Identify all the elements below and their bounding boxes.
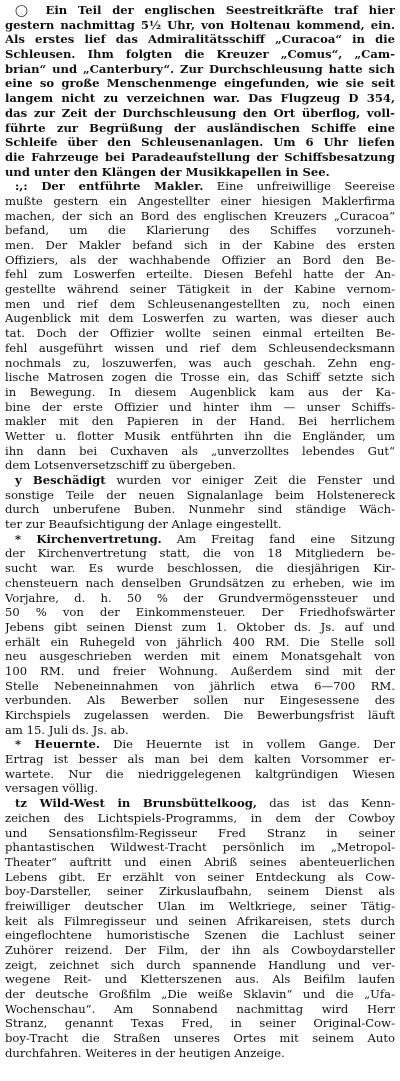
- article-line: phantastischen Wildwest-Tracht persönlich im „Metropol-: [5, 840, 395, 855]
- article-headline: y Beschädigt: [15, 473, 106, 487]
- article-seestreitkraefte: [5, 3, 395, 179]
- article-line: keit als Filmregisseur und seinen Afrikareisen, stets durch: [5, 913, 395, 928]
- article-text: Am Freitag fand eine Sitzung: [176, 531, 395, 546]
- article-line: ter zur Beaufsichtigung der Anlage eingestellt.: [5, 517, 282, 532]
- article-line: der deutsche Großfilm „Die weiße Sklavin“ und die „Ufa-: [5, 987, 395, 1002]
- article-headline: :,: Der entführte Makler.: [15, 179, 204, 194]
- article-headline: ◯ Ein Teil der englischen Seestreitkräfte: [15, 3, 324, 17]
- article-line: men und rief dem Schleusenangestellten zu, noch einen: [5, 296, 395, 311]
- article-line: [5, 473, 395, 488]
- article-line: 50 % von der Einkommensteuer. Der Friedhofswärter: [5, 605, 395, 620]
- article-line: lische Matrosen zogen die Trosse ein, das Schiff setzte sich: [5, 370, 395, 385]
- article-line: Augenblick mit dem Loswerfen zu warten, was dieser auch: [5, 311, 395, 326]
- article-text: wurden vor einiger Zeit die Fenster und: [116, 473, 395, 487]
- article-line: Stranz, genannt Texas Fred, in seiner Original-Cow-: [5, 1016, 395, 1031]
- article-line: dem Lotsenversetzschiff zu übergeben.: [5, 458, 236, 473]
- article-line: in Bewegung. In diesem Augenblick kam aus der Ka-: [5, 384, 395, 399]
- article-line: nochmals zu, loszuwerfen, was auch geschah. Zehn eng-: [5, 355, 395, 370]
- article-line: [5, 3, 395, 18]
- article-line: versagen völlig.: [5, 781, 99, 796]
- article-line: eine so große Menschenmenge eingefunden, wie sie seit: [5, 76, 395, 91]
- article-line: erhält ein Ruhegeld von jährlich 400 RM. Die Stelle soll: [5, 634, 395, 649]
- article-headline: tz Wild-West in Brunsbüttelkoog,: [15, 796, 257, 811]
- article-line: ihn dann bei Cuxhaven als „unverzolltes lebendes Gut“: [5, 443, 395, 458]
- article-line: verbunden. Als Bewerber sollen nur Eingesessene des: [5, 693, 395, 708]
- article-line: Vorjahre, d. h. 50 % der Grundvermögenssteuer und: [5, 590, 395, 605]
- article-line: Schleife über den Schleusenanlagen. Um 6 Uhr liefen: [5, 135, 395, 150]
- article-line: machen, der sich an Bord des englischen Kreuzers „Curacoa“: [5, 208, 395, 223]
- article-wildwest: [5, 796, 395, 1060]
- article-line: [5, 532, 395, 547]
- article-text: das ist das Kenn-: [269, 796, 395, 811]
- article-text: Eine unfreiwillige Seereise: [216, 179, 395, 194]
- article-line: wartete. Nur die niedriggelegenen kaltgründigen Wiesen: [5, 766, 395, 781]
- article-line: die Fahrzeuge bei Paradeaufstellung der Schiffsbesatzung: [5, 149, 395, 164]
- article-line: führte zur Begrüßung der ausländischen Schiffe eine: [5, 120, 395, 135]
- article-line: durch unberufene Buben. Nunmehr sind ständige Wäch-: [5, 502, 395, 517]
- article-line: gestellte während seiner Tätigkeit in der Kabine vernom-: [5, 282, 395, 297]
- article-line: am 15. Juli ds. Js. ab.: [5, 722, 129, 737]
- article-line: durchfahren. Weiteres in der heutigen Anzeige.: [5, 1045, 285, 1060]
- article-line: Kirchspiels zugelassen werden. Die Bewerbungsfrist läuft: [5, 708, 395, 722]
- article-beschaedigt: [5, 473, 395, 532]
- article-line: [5, 796, 395, 811]
- article-line: gestern nachmittag 5½ Uhr, von Holtenau kommend, ein.: [5, 17, 395, 32]
- article-line: mußte gestern ein Angestellter einer hiesigen Maklerfirma: [5, 193, 395, 208]
- article-headline: * Heuernte.: [15, 737, 100, 752]
- article-kirchenvertretung: [5, 532, 395, 738]
- article-line: [5, 179, 395, 194]
- article-line: Jebens gibt seinen Dienst zum 1. Oktober ds. Js. auf und: [5, 619, 395, 634]
- article-line: fehl ausgeführt wissen und rief dem Schleusendecksmann: [5, 340, 395, 355]
- article-line: fehl zum Loswerfen erteilte. Diesen Befehl hatte der An-: [5, 267, 395, 282]
- article-line: Lebens gibt. Er erzählt von seiner Entdeckung als Cow-: [5, 869, 395, 884]
- article-line: sonstige Teile der neuen Signalanlage beim Holstenereck: [5, 487, 395, 502]
- article-line: und unter den Klängen der Musikkapellen in See.: [5, 164, 330, 179]
- article-line: Wochenschau“. Am Sonnabend nachmittag wird Herr: [5, 1001, 395, 1016]
- article-makler: [5, 179, 395, 473]
- article-line: Als erstes lief das Admiralitätsschiff „Curacoa“ in die: [5, 32, 395, 47]
- article-line: Schleusen. Ihm folgten die Kreuzer „Comus“, „Cam-: [5, 47, 395, 62]
- article-line: freiwilliger deutscher Ulan im Weltkriege, seiner Tätig-: [5, 898, 395, 913]
- article-line: das zur Zeit der Durchschleusung den Ort überflog, voll-: [5, 105, 395, 120]
- article-text: traf hier: [333, 3, 395, 17]
- article-line: brian“ und „Canterbury“. Zur Durchschleusung hatte sich: [5, 61, 395, 76]
- article-headline: * Kirchenvertretung.: [15, 531, 162, 546]
- article-line: Wetter u. flotter Musik entführten ihn die Engländer, um: [5, 428, 395, 443]
- article-line: Ertrag ist besser als man bei dem kalten Vorsommer er-: [5, 752, 395, 767]
- article-line: eingeflochtene humoristische Szenen die Lachlust seiner: [5, 928, 395, 943]
- article-line: neu ausgeschrieben werden mit einem Monatsgehalt von: [5, 649, 395, 664]
- article-line: langem nicht zu verzeichnen war. Das Flugzeug D 354,: [5, 91, 395, 106]
- article-line: 100 RM. und freier Wohnung. Außerdem sind mit der: [5, 663, 395, 678]
- article-line: men. Der Makler befand sich in der Kabine des ersten: [5, 238, 395, 252]
- article-line: Zuhörer reizend. Der Film, der ihn als Cowboydarsteller: [5, 943, 395, 957]
- article-line: zeigt, zeichnet sich durch spannende Handlung und ver-: [5, 957, 395, 972]
- article-line: zeichen des Lichtspiels-Programms, in dem der Cowboy: [5, 810, 395, 825]
- article-line: befand, um die Klarierung des Schiffes vorzuneh-: [5, 223, 395, 238]
- article-line: Offiziers, als der wachhabende Offizier an Bord den Be-: [5, 252, 395, 267]
- article-line: sucht war. Es wurde beschlossen, die diesjährigen Kir-: [5, 561, 395, 576]
- article-line: und Sensationsfilm-Regisseur Fred Stranz in seiner: [5, 825, 395, 840]
- article-heuernte: [5, 737, 395, 796]
- article-line: makler mit den Papieren in der Hand. Bei herrlichem: [5, 414, 395, 429]
- article-line: wegene Reit- und Kletterszenen aus. Als Beifilm laufen: [5, 972, 395, 987]
- article-line: boy-Tracht die Straßen unseres Ortes mit seinem Auto: [5, 1031, 395, 1046]
- article-line: der Kirchenvertretung statt, die von 18 Mitgliedern be-: [5, 546, 395, 561]
- article-line: [5, 737, 395, 752]
- article-line: tat. Doch der Offizier wollte seinen einmal erteilten Be-: [5, 326, 395, 341]
- article-line: bine der erste Offizier und hinter ihm — unser Schiffs-: [5, 399, 395, 414]
- article-text: Die Heuernte ist in vollem Gange. Der: [113, 737, 395, 752]
- article-line: boy-Darsteller, seiner Zirkuslaufbahn, seinem Dienst als: [5, 884, 395, 899]
- article-line: chensteuern nach denselben Grundsätzen zu erheben, wie im: [5, 575, 395, 590]
- article-line: Theater“ auftritt und einen Abriß seines abenteuerlichen: [5, 854, 395, 869]
- article-line: Stelle Nebeneinnahmen von jährlich etwa 6—700 RM.: [5, 678, 395, 693]
